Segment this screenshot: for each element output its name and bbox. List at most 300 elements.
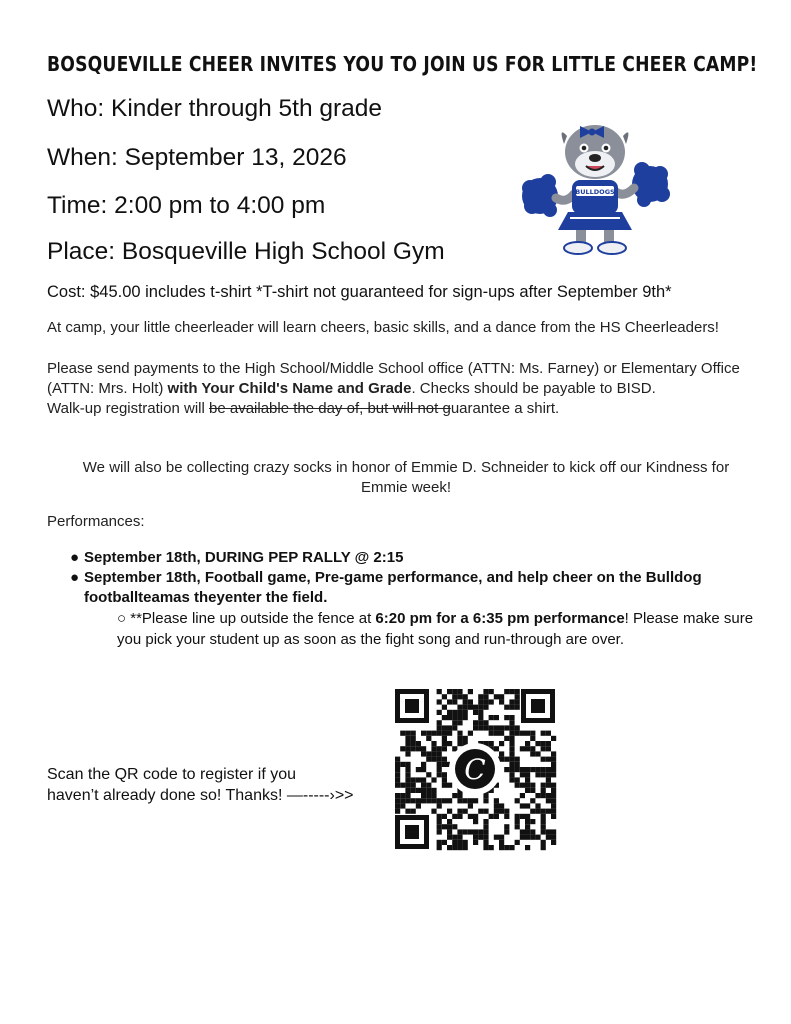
qr-module (447, 819, 452, 824)
qr-module (442, 814, 447, 819)
qr-module (473, 819, 478, 824)
qr-module (483, 809, 488, 814)
qr-module (437, 803, 442, 808)
qr-module (452, 835, 457, 840)
qr-module (515, 767, 520, 772)
payment-paragraph (47, 359, 757, 419)
qr-module (551, 762, 556, 767)
qr-module (395, 793, 400, 798)
qr-module (473, 720, 478, 725)
qr-module (400, 731, 405, 736)
qr-module (437, 720, 442, 725)
qr-module (405, 793, 410, 798)
sub-note-text: **Please line up outside the fence at (130, 610, 376, 627)
qr-module (504, 767, 509, 772)
qr-module (437, 689, 442, 694)
qr-module (525, 783, 530, 788)
qr-module (499, 845, 504, 850)
qr-module (509, 762, 514, 767)
qr-module (504, 809, 509, 814)
qr-module (400, 762, 405, 767)
qr-module (515, 840, 520, 845)
qr-module (478, 705, 483, 710)
qr-module (437, 762, 442, 767)
bulldog-mascot-icon (518, 108, 670, 260)
qr-module (411, 746, 416, 751)
qr-module (483, 798, 488, 803)
qr-module (426, 757, 431, 762)
qr-module (499, 731, 504, 736)
qr-module (457, 845, 462, 850)
qr-module (499, 757, 504, 762)
qr-module (551, 793, 556, 798)
qr-module (457, 814, 462, 819)
qr-module (509, 715, 514, 720)
payment-text: Please send payments to the High School/Middle School office (ATTN: Ms. Farney) or Elementary Office (ATTN: Mrs. Holt) (47, 360, 740, 397)
qr-module (395, 777, 400, 782)
qr-module (447, 829, 452, 834)
qr-module (530, 835, 535, 840)
qr-module (400, 746, 405, 751)
when-line: When: September 13, 2026 (47, 144, 347, 171)
qr-module (504, 829, 509, 834)
qr-module (405, 746, 410, 751)
qr-module (535, 767, 540, 772)
qr-module (463, 845, 468, 850)
qr-module (452, 689, 457, 694)
qr-module (530, 829, 535, 834)
qr-module (473, 710, 478, 715)
qr-module (551, 809, 556, 814)
qr-module (447, 835, 452, 840)
qr-module (447, 824, 452, 829)
qr-module (447, 731, 452, 736)
qr-module (515, 699, 520, 704)
qr-module (525, 767, 530, 772)
cost-line: Cost: $45.00 includes t-shirt *T-shirt not guaranteed for sign-ups after September 9th* (47, 283, 672, 301)
qr-module (442, 772, 447, 777)
qr-module (551, 814, 556, 819)
qr-module (478, 720, 483, 725)
qr-module (546, 757, 551, 762)
qr-module (431, 777, 436, 782)
qr-module (473, 814, 478, 819)
qr-module (452, 824, 457, 829)
qr-module (442, 736, 447, 741)
qr-module (411, 777, 416, 782)
qr-module (416, 798, 421, 803)
qr-module (405, 751, 410, 756)
qr-module (452, 720, 457, 725)
qr-module (520, 783, 525, 788)
qr-module (525, 824, 530, 829)
qr-module (437, 829, 442, 834)
qr-module (473, 835, 478, 840)
qr-module (483, 819, 488, 824)
qr-module (411, 736, 416, 741)
qr-module (411, 741, 416, 746)
qr-module (509, 772, 514, 777)
qr-module (483, 699, 488, 704)
qr-module (452, 694, 457, 699)
qr-module (509, 720, 514, 725)
qr-module (405, 762, 410, 767)
qr-module (431, 793, 436, 798)
qr-module (551, 788, 556, 793)
qr-module (421, 731, 426, 736)
qr-module (421, 746, 426, 751)
qr-module (541, 783, 546, 788)
qr-module (405, 798, 410, 803)
qr-module (447, 809, 452, 814)
qr-module (400, 798, 405, 803)
qr-module (483, 689, 488, 694)
qr-module (509, 725, 514, 730)
qr-module (405, 767, 410, 772)
qr-module (437, 819, 442, 824)
qr-module (483, 705, 488, 710)
qr-module (447, 710, 452, 715)
qr-module (504, 715, 509, 720)
qr-module (395, 757, 400, 762)
qr-module (509, 689, 514, 694)
qr-module (546, 777, 551, 782)
qr-module (405, 736, 410, 741)
qr-module (520, 767, 525, 772)
qr-module (457, 798, 462, 803)
qr-module (442, 757, 447, 762)
qr-module (400, 783, 405, 788)
qr-module (442, 777, 447, 782)
qr-module (395, 803, 400, 808)
qr-module (546, 731, 551, 736)
qr-module (551, 767, 556, 772)
qr-module (499, 751, 504, 756)
qr-module (411, 809, 416, 814)
qr-module (457, 720, 462, 725)
qr-module (509, 767, 514, 772)
qr-module (457, 840, 462, 845)
qr-module (473, 798, 478, 803)
qr-module (515, 798, 520, 803)
qr-module (463, 736, 468, 741)
qr-module (457, 710, 462, 715)
qr-module (442, 731, 447, 736)
qr-module (416, 788, 421, 793)
mascot-shirt-text: BULLDOGS (575, 188, 615, 196)
qr-module (437, 845, 442, 850)
qr-module (442, 725, 447, 730)
qr-module (551, 751, 556, 756)
qr-module (541, 845, 546, 850)
qr-module (494, 798, 499, 803)
qr-module (395, 767, 400, 772)
qr-module (442, 715, 447, 720)
qr-module (535, 772, 540, 777)
qr-module (489, 845, 494, 850)
qr-module (546, 772, 551, 777)
qr-module (515, 725, 520, 730)
qr-module (515, 694, 520, 699)
qr-module (483, 829, 488, 834)
qr-module (499, 699, 504, 704)
qr-module (457, 829, 462, 834)
qr-module (499, 694, 504, 699)
qr-module (405, 741, 410, 746)
qr-module (457, 731, 462, 736)
qr-module (452, 715, 457, 720)
qr-module (494, 725, 499, 730)
qr-module (457, 705, 462, 710)
qr-module (499, 835, 504, 840)
qr-module (437, 772, 442, 777)
qr-module (468, 699, 473, 704)
qr-module (530, 798, 535, 803)
qr-module (447, 741, 452, 746)
qr-module (530, 767, 535, 772)
qr-module (405, 783, 410, 788)
qr-module (442, 746, 447, 751)
performances-label: Performances: (47, 513, 145, 530)
qr-module (525, 814, 530, 819)
qr-module (452, 699, 457, 704)
qr-module (437, 699, 442, 704)
qr-module (494, 814, 499, 819)
qr-module (463, 798, 468, 803)
qr-module (494, 803, 499, 808)
qr-module (515, 824, 520, 829)
qr-module (478, 694, 483, 699)
time-line: Time: 2:00 pm to 4:00 pm (47, 192, 326, 219)
qr-module (457, 736, 462, 741)
qr-module (431, 798, 436, 803)
sub-note-bold-text: 6:20 pm for a 6:35 pm performance (375, 610, 625, 627)
sub-note-text-end: ! Please make sure you pick your student up as soon as the fight song and run-through are over. (117, 610, 754, 648)
qr-module (509, 777, 514, 782)
qr-center-logo-text: C (464, 753, 486, 786)
qr-module (525, 788, 530, 793)
qr-module (442, 840, 447, 845)
qr-module (535, 741, 540, 746)
qr-module (478, 715, 483, 720)
qr-module (442, 762, 447, 767)
qr-module (499, 725, 504, 730)
qr-module (515, 757, 520, 762)
qr-module (395, 783, 400, 788)
qr-module (525, 741, 530, 746)
qr-module (530, 746, 535, 751)
qr-module (551, 829, 556, 834)
qr-module (504, 845, 509, 850)
qr-module (421, 783, 426, 788)
qr-module (468, 731, 473, 736)
qr-module (546, 829, 551, 834)
qr-module (494, 809, 499, 814)
qr-module (515, 777, 520, 782)
qr-module (525, 731, 530, 736)
qr-module (541, 741, 546, 746)
qr-module (489, 814, 494, 819)
scan-line: haven’t already done so! Thanks! —-----›>> (47, 787, 354, 804)
qr-module (478, 829, 483, 834)
qr-module (416, 746, 421, 751)
qr-module (483, 840, 488, 845)
qr-module (525, 803, 530, 808)
qr-module (551, 736, 556, 741)
qr-module (541, 788, 546, 793)
qr-module (504, 824, 509, 829)
qr-module (426, 772, 431, 777)
payment-text-end: . Checks should be payable to BISD. (411, 380, 656, 397)
qr-module (426, 731, 431, 736)
camp-info: At camp, your little cheerleader will learn cheers, basic skills, and a dance from the HS Cheerleaders! (47, 319, 719, 336)
performance-item (70, 548, 750, 568)
qr-module (504, 705, 509, 710)
qr-module (437, 731, 442, 736)
walkup-strikethrough-text: be available the day of, but will not g (209, 400, 451, 417)
qr-module (457, 835, 462, 840)
qr-module (515, 819, 520, 824)
qr-module (489, 731, 494, 736)
qr-module (489, 715, 494, 720)
qr-module (457, 715, 462, 720)
qr-module (463, 699, 468, 704)
qr-module (426, 793, 431, 798)
qr-module (499, 809, 504, 814)
qr-module (431, 757, 436, 762)
who-line: Who: Kinder through 5th grade (47, 95, 383, 122)
qr-module (463, 715, 468, 720)
qr-module (541, 731, 546, 736)
qr-module (551, 840, 556, 845)
qr-module (426, 751, 431, 756)
performances-list (70, 548, 750, 608)
qr-module (416, 767, 421, 772)
qr-module (530, 819, 535, 824)
qr-module (520, 814, 525, 819)
qr-module (411, 798, 416, 803)
place-line: Place: Bosqueville High School Gym (47, 238, 445, 265)
qr-module (463, 694, 468, 699)
qr-module (504, 757, 509, 762)
qr-module (546, 783, 551, 788)
qr-module (494, 715, 499, 720)
qr-module (551, 757, 556, 762)
qr-module (478, 725, 483, 730)
qr-module (473, 840, 478, 845)
qr-module (421, 793, 426, 798)
qr-module (525, 777, 530, 782)
qr-module (421, 798, 426, 803)
qr-module (520, 772, 525, 777)
qr-module (483, 835, 488, 840)
qr-module (483, 694, 488, 699)
walkup-text-end: uarantee a shirt. (450, 400, 560, 417)
qr-module (447, 783, 452, 788)
qr-module (520, 746, 525, 751)
qr-module (452, 793, 457, 798)
scan-instructions (47, 764, 354, 806)
qr-module (411, 788, 416, 793)
qr-module (395, 762, 400, 767)
qr-module (457, 793, 462, 798)
qr-module (541, 809, 546, 814)
qr-module (400, 793, 405, 798)
qr-module (509, 741, 514, 746)
qr-module (478, 710, 483, 715)
qr-module (483, 725, 488, 730)
qr-module (411, 731, 416, 736)
qr-module (437, 757, 442, 762)
qr-module (463, 710, 468, 715)
walkup-text: Walk-up registration will (47, 400, 209, 417)
qr-module (509, 751, 514, 756)
qr-module (535, 793, 540, 798)
qr-module (525, 835, 530, 840)
qr-module (489, 689, 494, 694)
qr-module (437, 767, 442, 772)
qr-module (535, 803, 540, 808)
qr-module (509, 845, 514, 850)
qr-module (489, 741, 494, 746)
qr-code-icon[interactable] (393, 687, 557, 851)
qr-module (530, 783, 535, 788)
qr-module (447, 699, 452, 704)
qr-module (463, 809, 468, 814)
qr-module (530, 809, 535, 814)
qr-module (499, 741, 504, 746)
qr-module (426, 783, 431, 788)
qr-module (411, 783, 416, 788)
qr-module (530, 788, 535, 793)
performance-sub-note (117, 608, 757, 650)
qr-module (478, 809, 483, 814)
qr-module (431, 809, 436, 814)
bullet-icon: ● (70, 569, 80, 586)
qr-module (483, 720, 488, 725)
qr-module (421, 777, 426, 782)
qr-module (520, 835, 525, 840)
qr-module (546, 767, 551, 772)
sub-bullet-icon: ○ (117, 610, 127, 627)
qr-module (504, 725, 509, 730)
qr-module (421, 762, 426, 767)
qr-module (535, 809, 540, 814)
qr-module (515, 689, 520, 694)
qr-module (421, 788, 426, 793)
qr-module (515, 814, 520, 819)
qr-module (468, 798, 473, 803)
qr-module (541, 824, 546, 829)
qr-module (515, 731, 520, 736)
qr-module (426, 798, 431, 803)
qr-module (483, 824, 488, 829)
qr-module (494, 731, 499, 736)
qr-module (489, 725, 494, 730)
qr-module (551, 798, 556, 803)
qr-module (437, 824, 442, 829)
qr-module (447, 689, 452, 694)
qr-module (395, 772, 400, 777)
qr-module (426, 736, 431, 741)
qr-module (452, 710, 457, 715)
qr-module (530, 736, 535, 741)
qr-module (541, 793, 546, 798)
qr-module (499, 803, 504, 808)
payment-bold-text: with Your Child's Name and Grade (167, 380, 412, 397)
qr-module (421, 751, 426, 756)
qr-module (541, 829, 546, 834)
